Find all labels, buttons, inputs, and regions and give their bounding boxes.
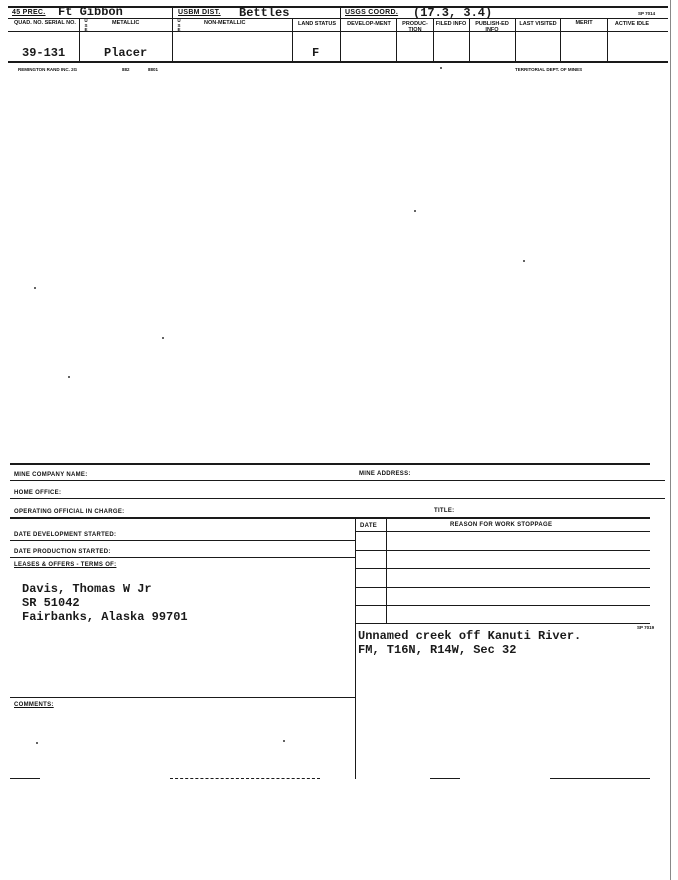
- center-divider: [355, 517, 356, 779]
- speck: [36, 742, 38, 744]
- stoppage-divider: [386, 517, 387, 623]
- line-official: [10, 517, 650, 519]
- development-started-label: DATE DEVELOPMENT STARTED:: [14, 532, 117, 538]
- mine-company-label: MINE COMPANY NAME:: [14, 472, 88, 478]
- location-line-1: Unnamed creek off Kanuti River.: [358, 629, 582, 643]
- divider-visited: [515, 18, 516, 61]
- divider-published: [469, 18, 470, 61]
- quad-serial-value: 39-131: [22, 46, 66, 60]
- line-company: [10, 480, 665, 481]
- page-edge: [670, 0, 671, 880]
- divider-merit: [560, 18, 561, 61]
- stoppage-row-line: [355, 568, 650, 569]
- section-top-border: [10, 463, 650, 465]
- speck: [68, 376, 70, 378]
- col-production: PRODUC-TION: [402, 21, 428, 33]
- col-active-idle: ACTIVE IDLE: [614, 21, 650, 27]
- mine-address-label: MINE ADDRESS:: [359, 471, 411, 477]
- divider-production: [396, 18, 397, 61]
- lessee-name: Davis, Thomas W Jr: [22, 582, 152, 596]
- stoppage-row-line: [355, 550, 650, 551]
- divider-filed: [433, 18, 434, 61]
- line-production: [10, 557, 355, 558]
- divider-usbm: [172, 6, 173, 61]
- speck: [162, 337, 164, 339]
- operating-official-label: OPERATING OFFICIAL IN CHARGE:: [14, 509, 125, 515]
- bottom-line: [430, 778, 460, 779]
- leases-label: LEASES & OFFERS - TERMS OF:: [14, 562, 117, 568]
- production-started-label: DATE PRODUCTION STARTED:: [14, 549, 111, 555]
- stoppage-row-line: [355, 587, 650, 588]
- col-nonmetallic: NON-METALLIC: [204, 20, 246, 26]
- bottom-line: [170, 778, 320, 779]
- usgs-label: USGS COORD.: [345, 9, 399, 16]
- code-one: 882: [122, 67, 130, 72]
- speck: [523, 260, 525, 262]
- usbm-value: Bettles: [239, 6, 290, 20]
- home-office-label: HOME OFFICE:: [14, 490, 62, 496]
- col-merit: MERIT: [575, 20, 593, 26]
- line-development: [10, 540, 355, 541]
- divider-active: [607, 18, 608, 61]
- stoppage-date-header: DATE: [360, 523, 378, 529]
- location-form-number: SP 7019: [637, 625, 655, 630]
- col-development: DEVELOP-MENT: [347, 21, 391, 27]
- col-land-status: LAND STATUS: [298, 21, 336, 27]
- divider-land: [292, 18, 293, 61]
- prec-value: Ft Gibbon: [58, 5, 123, 19]
- col-quad: QUAD. NO.: [14, 20, 44, 26]
- form-number: SP 7014: [638, 11, 656, 16]
- column-header-divider: [8, 31, 668, 32]
- col-last-visited: LAST VISITED: [519, 21, 557, 27]
- bottom-line: [10, 778, 40, 779]
- line-home: [10, 498, 665, 499]
- lessee-address: Fairbanks, Alaska 99701: [22, 610, 188, 624]
- department-label: TERRITORIAL DEPT. OF MINES: [515, 67, 583, 72]
- stoppage-row-line: [355, 623, 650, 624]
- lease-number: SR 51042: [22, 596, 80, 610]
- col-filed-info: FILED INFO: [435, 21, 467, 27]
- speck: [440, 67, 442, 69]
- title-label: TITLE:: [434, 508, 455, 514]
- location-line-2: FM, T16N, R14W, Sec 32: [358, 643, 517, 657]
- line-comments: [10, 697, 355, 698]
- col-published-info: PUBLISH-ED INFO: [475, 21, 509, 33]
- col-quad-serial: [14, 20, 86, 26]
- speck: [414, 210, 416, 212]
- bottom-border: [8, 61, 668, 63]
- speck: [34, 287, 36, 289]
- bottom-line: [550, 778, 650, 779]
- col-use-metallic: U S E: [84, 18, 88, 32]
- stoppage-row-line: [355, 605, 650, 606]
- divider-usgs: [340, 6, 341, 61]
- stoppage-reason-header: REASON FOR WORK STOPPAGE: [450, 522, 553, 528]
- metallic-value: Placer: [104, 46, 148, 60]
- prec-label: 45 PREC.: [12, 9, 46, 16]
- col-metallic: METALLIC: [112, 20, 140, 26]
- col-serial: SERIAL NO.: [44, 20, 76, 26]
- stoppage-row-line: [355, 531, 650, 532]
- usgs-value: (17.3, 3.4): [413, 6, 493, 20]
- land-status-value: F: [312, 46, 320, 60]
- usbm-label: USBM DIST.: [178, 9, 221, 16]
- printer-code: REMINGTON RAND INC. 2G: [18, 67, 78, 72]
- comments-label: COMMENTS:: [14, 702, 54, 708]
- code-two: 8801: [148, 67, 159, 72]
- col-use-nonmetallic: U S E: [177, 18, 181, 32]
- speck: [283, 740, 285, 742]
